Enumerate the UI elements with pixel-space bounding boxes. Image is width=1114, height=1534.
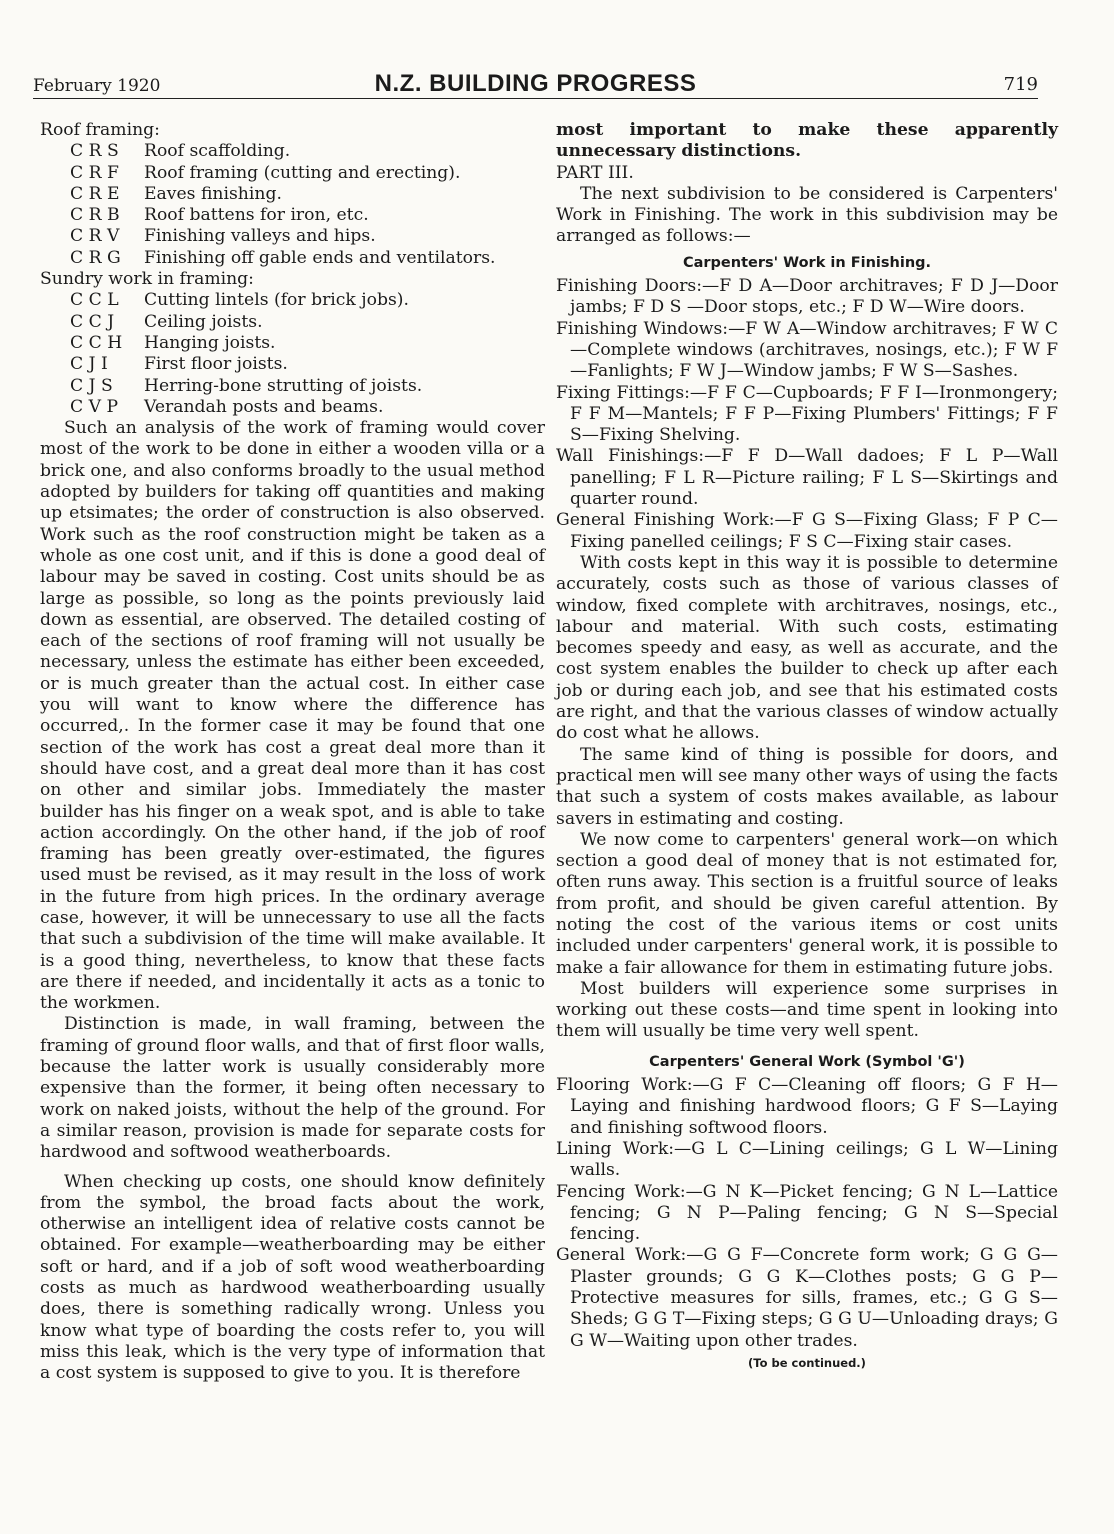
roof-framing-title: Roof framing: bbox=[40, 120, 160, 140]
code-row: C R B Roof battens for iron, etc. bbox=[70, 205, 369, 226]
body-paragraph: Such an analysis of the work of framing would cover most of the work to be done in either a wooden villa or a brick one, and also conforms broadly to the usual method adopted by builders for taking off quantities and making up etsimates; the order of construction is also observed. Work such as the roof construction might be taken as a whole as one cost unit, and if this is done a good deal of labour may be saved in costing. Cost units should be as large as possible, so long as the points previously laid down as essential, are observed. The detailed costing of each of the sections of roof framing will not usually be necessary, unless the estimate has either been exceeded, or is much greater than the actual cost. In either case you will want to know where the difference has occurred,. In the former case it may be found that one section of the work has cost a great deal more than it should have cost, and a great deal more than it has cost on other and similar jobs. Immediately the master builder has his finger on a weak spot, and is able to take action accordingly. On the other hand, if the job of roof framing has been greatly over-estimated, the figures used must be revised, as it may result in the loss of work in the future from high prices. In the ordinary average case, however, it will be unnecessary to use all the facts that such a subdivision of the time will make available. It is a good thing, nevertheless, to know that these facts are there if needed, and incidentally it acts as a tonic to the workmen. bbox=[40, 418, 545, 1014]
code-row: C C H Hanging joists. bbox=[70, 332, 276, 353]
part-title: PART III. bbox=[556, 162, 634, 183]
body-paragraph: The next subdivision to be considered is Carpenters' Work in Finishing. The work in this subdivision may be arranged as follows:— bbox=[556, 183, 1058, 247]
wall-finishings: Wall Finishings:—F F D—Wall dadoes; F L P—Wall panelling; F L R—Picture railing; F L S—Skirtings and quarter round. bbox=[556, 446, 1058, 510]
code-row: C R E Eaves finishing. bbox=[70, 183, 282, 204]
body-paragraph: Most builders will experience some surprises in working out these costs—and time spent in looking into them will usually be time very well spent. bbox=[556, 978, 1058, 1042]
code-row: C R S Roof scaffolding. bbox=[70, 141, 291, 162]
body-paragraph: We now come to carpenters' general work—on which section a good deal of money that is not estimated for, often runs away. This section is a fruitful source of leaks from profit, and should be given careful attention. By noting the cost of the various items or cost units included under carpenters' general work, it is possible to make a fair allowance for them in estimating future jobs. bbox=[556, 829, 1058, 978]
page-header bbox=[33, 62, 1038, 99]
code-row: C R F Roof framing (cutting and erecting). bbox=[70, 162, 461, 183]
fixing-fittings: Fixing Fittings:—F F C—Cupboards; F F I—Ironmongery; F F M—Mantels; F F P—Fixing Plumbers' Fittings; F F S—Fixing Shelving. bbox=[556, 382, 1058, 446]
general-work-heading: Carpenters' General Work (Symbol 'G') bbox=[649, 1053, 965, 1070]
issue-date: February 1920 bbox=[33, 76, 161, 96]
finishing-doors: Finishing Doors:—F D A—Door architraves; F D J—Door jambs; F D S —Door stops, etc.; F D W—Wire doors. bbox=[556, 276, 1058, 318]
general-work: General Work:—G G F—Concrete form work; G G G—Plaster grounds; G G K—Clothes posts; G G P—Protective measures for sills, frames, etc.; G G S—Sheds; G G T—Fixing steps; G G U—Unloading drays; G G W—Waiting upon other trades. bbox=[556, 1245, 1058, 1351]
publication-title: N.Z. BUILDING PROGRESS bbox=[374, 70, 697, 97]
body-paragraph: With costs kept in this way it is possible to determine accurately, costs such as those of various classes of window, fixed complete with architraves, nosings, etc., labour and material. With such costs, estimating becomes speedy and easy, as well as accurate, and the cost system enables the builder to check up after each job or during each job, and see that his estimated costs are right, and that the various classes of window actually do cost what he allows. bbox=[556, 552, 1058, 744]
flooring-work: Flooring Work:—G F C—Cleaning off floors; G F H—Laying and finishing hardwood floors; G F S—Laying and finishing softwood floors. bbox=[556, 1075, 1058, 1138]
to-be-continued: (To be continued.) bbox=[748, 1355, 866, 1370]
body-paragraph: The same kind of thing is possible for doors, and practical men will see many other ways of using the facts that such a system of costs makes available, as labour savers in estimating and costing. bbox=[556, 744, 1058, 829]
page-number: 719 bbox=[1003, 74, 1038, 95]
code-row: C R G Finishing off gable ends and ventilators. bbox=[70, 247, 496, 268]
code-row: C J I First floor joists. bbox=[70, 354, 288, 375]
code-row: C R V Finishing valleys and hips. bbox=[70, 226, 376, 247]
body-paragraph: Distinction is made, in wall framing, between the framing of ground floor walls, and that of first floor walls, because the latter work is usually considerably more expensive than the former, it being often necessary to work on naked joists, without the help of the ground. For a similar reason, provision is made for separate costs for hardwood and softwood weatherboards. bbox=[40, 1014, 545, 1163]
body-paragraph: When checking up costs, one should know definitely from the symbol, the broad facts about the work, otherwise an intelligent idea of relative costs cannot be obtained. For example—weatherboarding may be either soft or hard, and if a job of soft wood weatherboarding costs as much as hardwood weatherboarding usually does, there is something radically wrong. Unless you know what type of boarding the costs refer to, you will miss this leak, which is the very type of information that a cost system is supposed to give to you. It is therefore bbox=[40, 1171, 545, 1384]
general-finishing: General Finishing Work:—F G S—Fixing Glass; F P C—Fixing panelled ceilings; F S C—Fixing stair cases. bbox=[556, 510, 1058, 552]
code-row: C C L Cutting lintels (for brick jobs). bbox=[70, 290, 409, 311]
code-row: C C J Ceiling joists. bbox=[70, 311, 263, 332]
sundry-framing-title: Sundry work in framing: bbox=[40, 269, 254, 290]
code-row: C J S Herring-bone strutting of joists. bbox=[70, 375, 423, 396]
left-column bbox=[40, 120, 545, 1385]
right-column bbox=[556, 120, 1058, 1374]
continuation-text: most important to make these apparently unnecessary distinctions. bbox=[556, 120, 1058, 162]
code-row: C V P Verandah posts and beams. bbox=[70, 396, 384, 417]
finishing-windows: Finishing Windows:—F W A—Window architraves; F W C—Complete windows (architraves, nosings, etc.); F W F—Fanlights; F W J—Window jambs; F W S—Sashes. bbox=[556, 318, 1058, 382]
finishing-heading: Carpenters' Work in Finishing. bbox=[682, 254, 932, 271]
fencing-work: Fencing Work:—G N K—Picket fencing; G N L—Lattice fencing; G N P—Paling fencing; G N S—Special fencing. bbox=[556, 1181, 1058, 1245]
lining-work: Lining Work:—G L C—Lining ceilings; G L W—Lining walls. bbox=[556, 1138, 1058, 1181]
